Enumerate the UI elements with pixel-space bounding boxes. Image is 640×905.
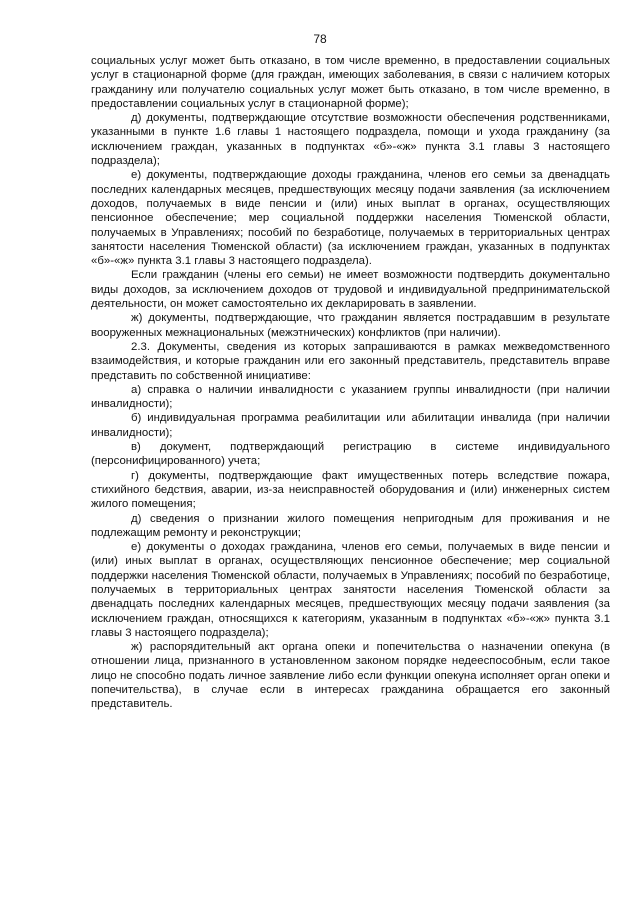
paragraph-item-a: а) справка о наличии инвалидности с указанием группы инвалидности (при наличии инвалидности); xyxy=(91,383,610,411)
paragraph-item-v: в) документ, подтверждающий регистрацию в системе индивидуального (персонифицированного) учета; xyxy=(91,441,610,468)
paragraph-item-e: е) документы, подтверждающие доходы гражданина, членов его семьи за двенадцать последних календарных месяцев, предшествующих месяцу подачи заявления (за исключением доходов, получаемых в виде пенсии и (или) иных выплат в органах, осуществляющих пенсионное обеспечение; мер социальной поддержки населения Тюменской области, получаемых в Управлениях; пособий по безработице, получаемых в территориальных центрах занятости населения Тюменской области) (за исключением граждан, указанных в подпунктах «б»-«ж» пункта 3.1 главы 3 настоящего подраздела). xyxy=(91,169,610,268)
paragraph-item-d: д) документы, подтверждающие отсутствие возможности обеспечения родственниками, указанными в пункте 1.6 главы 1 настоящего подраздела, помощи и ухода гражданину (за исключением граждан, указанных в подпунктах «б»-«ж» пункта 3.1 главы 3 настоящего подраздела); xyxy=(91,112,610,168)
paragraph-item-g: г) документы, подтверждающие факт имущественных потерь вследствие пожара, стихийного бедствия, аварии, из-за неисправностей оборудования и (или) инженерных систем жилого помещения; xyxy=(91,469,610,511)
paragraph-item-zh2: ж) распорядительный акт органа опеки и попечительства о назначении опекуна (в отношении лица, признанного в установленном законом порядке недееспособным, если такое лицо не способно подать личное заявление либо если функции опекуна исполняет орган опеки и попечительства), в случае если в интересах гражданина обращается его законный представитель. xyxy=(91,641,610,711)
document-body xyxy=(91,54,610,712)
paragraph-item-d2: д) сведения о признании жилого помещения непригодным для проживания и не подлежащим ремонту и реконструкции; xyxy=(91,512,610,539)
paragraph-item-zh: ж) документы, подтверждающие, что гражданин является пострадавшим в результате вооруженных межнациональных (межэтнических) конфликтов (при наличии). xyxy=(91,312,610,339)
paragraph-item-b: б) индивидуальная программа реабилитации или абилитации инвалида (при наличии инвалидности); xyxy=(91,412,610,439)
paragraph-item-e2: е) документы о доходах гражданина, членов его семьи, получаемых в виде пенсии и (или) иных выплат в органах, осуществляющих пенсионное обеспечение; мер социальной поддержки населения Тюменской области, получаемых в Управлениях; пособий по безработице, получаемых в территориальных центрах занятости населения Тюменской области за двенадцать последних календарных месяцев, предшествующих месяцу подачи заявления (за исключением граждан, относящихся к категориям, указанным в подпунктах «б»-«ж» пункта 3.1 главы 3 настоящего подраздела); xyxy=(91,541,610,639)
page-number: 78 xyxy=(313,32,327,46)
paragraph-section-2-3: 2.3. Документы, сведения из которых запрашиваются в рамках межведомственного взаимодействия, и которые гражданин или его законный представитель, представитель вправе представить по собственной инициативе: xyxy=(91,340,610,382)
paragraph-continuation: социальных услуг может быть отказано, в том числе временно, в предоставлении социальных услуг в стационарной форме (для граждан, имеющих заболевания, в связи с наличием которых гражданину или получателю социальных услуг может быть отказано, в том числе временно, в предоставлении социальных услуг в стационарной форме); xyxy=(91,55,610,110)
paragraph-income-note: Если гражданин (члены его семьи) не имеет возможности подтвердить документально виды доходов, за исключением доходов от трудовой и индивидуальной предпринимательской деятельности, он может самостоятельно их декларировать в заявлении. xyxy=(91,269,610,311)
